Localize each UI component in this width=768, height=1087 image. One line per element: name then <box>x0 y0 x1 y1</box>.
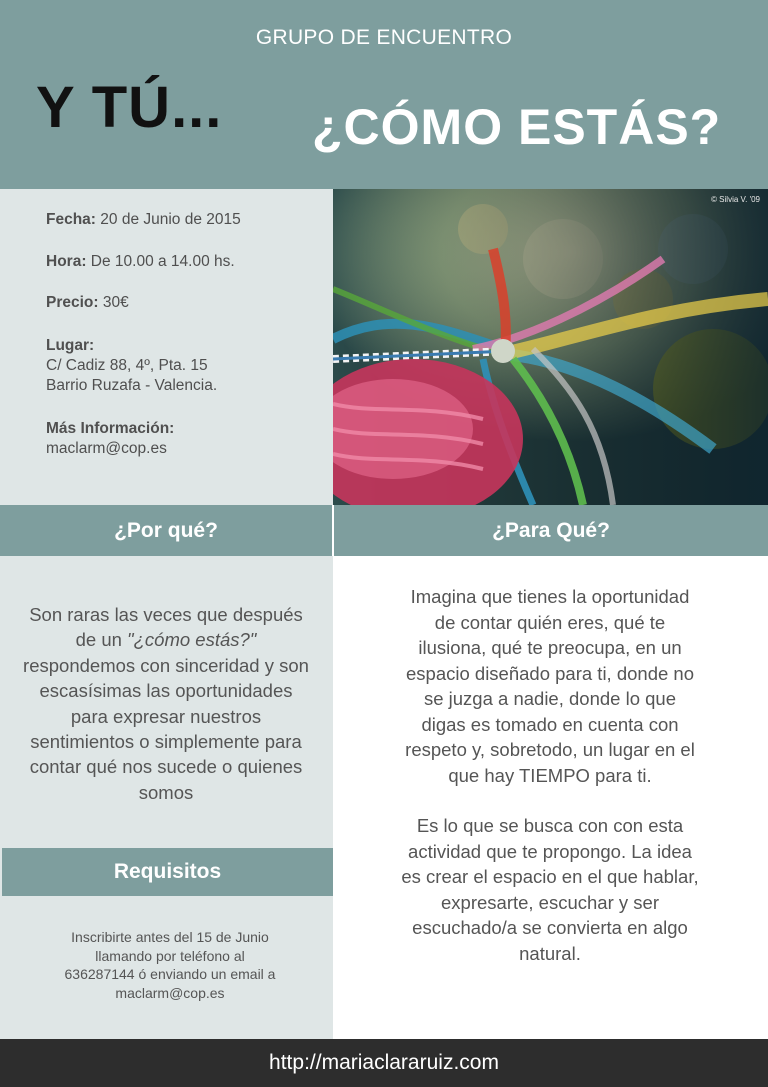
time-value: De 10.00 a 14.00 hs. <box>86 253 235 270</box>
info-place <box>46 336 217 396</box>
requirements-heading: Requisitos <box>2 848 333 896</box>
place-label: Lugar: <box>46 337 95 354</box>
price-value: 30€ <box>98 294 129 311</box>
para-section <box>400 584 700 966</box>
info-time <box>46 252 235 272</box>
requirements-text: Inscribirte antes del 15 de Junio llamando por teléfono al 636287144 ó enviando un email a maclarm@cop.es <box>64 929 276 1001</box>
header-banner <box>0 0 768 189</box>
date-label: Fecha: <box>46 211 96 228</box>
footer-url[interactable]: http://mariaclararuiz.com <box>0 1039 768 1087</box>
photo-credit: © Silvia V. '09 <box>711 195 760 204</box>
info-price <box>46 293 129 313</box>
why-heading: ¿Por qué? <box>0 505 332 556</box>
para-paragraph-1: Imagina que tienes la oportunidad de contar quién eres, qué te ilusiona, qué te preocupa, en un espacio diseñado para ti, donde no se juzga a nadie, donde lo que digas es tomado en cuenta con respeto y, sobretodo, un lugar en el que hay TIEMPO para ti. <box>405 586 695 786</box>
threads-photo-art <box>333 189 768 505</box>
why-paragraph <box>20 602 312 805</box>
para-paragraph-2: Es lo que se busca con con esta actividad que te propongo. La idea es crear el espacio en el que hablar, expresarte, escuchar y ser escuchado/a se convierta en algo natural. <box>401 815 699 964</box>
event-info-panel <box>0 189 333 505</box>
threads-photo <box>333 189 768 505</box>
title-left: Y TÚ... <box>36 75 223 140</box>
place-address: C/ Cadiz 88, 4º, Pta. 15 <box>46 357 208 374</box>
info-date <box>46 210 241 230</box>
place-neighborhood: Barrio Ruzafa - Valencia. <box>46 377 218 394</box>
event-kicker: GRUPO DE ENCUENTRO <box>255 26 513 49</box>
para-heading: ¿Para Qué? <box>334 505 768 556</box>
why-text-part-2: respondemos con sinceridad y son escasísimas las oportunidades para expresar nuestros sentimientos o simplemente para contar qué nos sucede o quienes somos <box>23 654 309 803</box>
more-info-email[interactable]: maclarm@cop.es <box>46 440 167 457</box>
time-label: Hora: <box>46 253 87 270</box>
date-value: 20 de Junio de 2015 <box>95 211 241 228</box>
why-text-part-1: Son raras las veces que después de un <box>29 604 303 651</box>
info-more <box>46 419 174 459</box>
title-right: ¿CÓMO ESTÁS? <box>312 99 722 155</box>
why-quote: "¿cómo estás?" <box>127 629 257 651</box>
more-info-label: Más Información: <box>46 420 175 437</box>
price-label: Precio: <box>46 294 99 311</box>
